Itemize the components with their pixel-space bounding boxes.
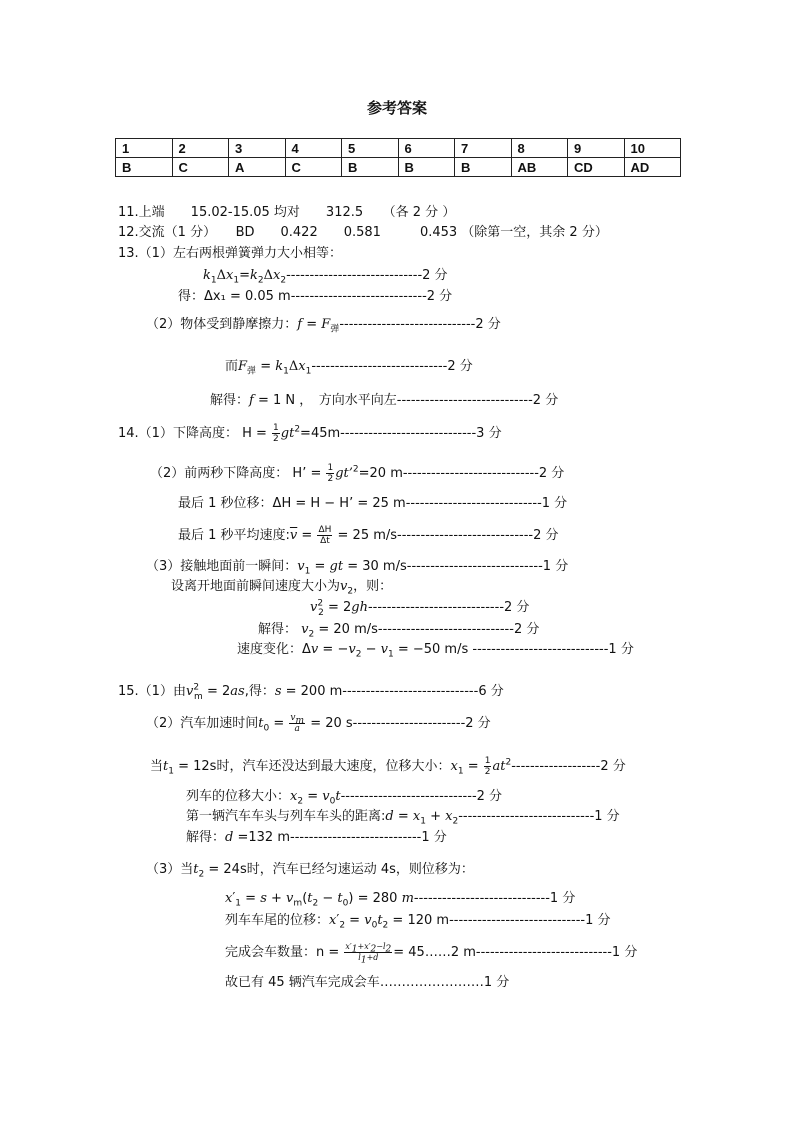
- q15-part2-t1: 当$t_1 = 12s$时，汽车还没达到最大速度，位移大小：$x_1$ = $\frac{1}{2}$ $at^2-------------------2$ 分: [150, 756, 626, 777]
- q14-part2: （2）前两秒下降高度： H’ = $\frac{1}{2}$ gt’$^2$=20 m-----------------------------2 分: [150, 463, 565, 484]
- q13-eq1: $k_1\Delta x_1=k_2\Delta x_2-----------------------------2$ 分: [203, 268, 448, 286]
- q14-part1: 14.（1）下降高度： H = $\frac{1}{2}$ $gt^2=45m-----------------------------3$ 分: [118, 423, 502, 444]
- table-cell-answer: B: [398, 158, 455, 177]
- q15-part3: （3）当$t_2 = 24s$时，汽车已经匀速运动 4s，则位移为：: [146, 862, 474, 880]
- q12-line: 12.交流（1 分） BD 0.422 0.581 0.453 （除第一空，其余 2 分）: [118, 225, 608, 240]
- answer-table: [115, 138, 681, 177]
- table-cell-number: 3: [229, 139, 286, 158]
- q13-eq4: 解得：f = 1 N ， 方向水平向左-----------------------------2 分: [210, 393, 559, 408]
- table-row-numbers: [116, 139, 681, 158]
- table-cell-number: 6: [398, 139, 455, 158]
- q15-distance: 第一辆汽车车头与列车车头的距离:d = $x_1 + x_2-----------------------------1$ 分: [186, 809, 620, 827]
- q14-part3-setup: 设离开地面前瞬间速度大小为$v_2$，则：: [171, 579, 393, 597]
- table-cell-number: 4: [285, 139, 342, 158]
- q15-part3-eq1: $x'_1 = s + v_m(t_2 - t_0) = 280$ m-----------------------------1 分: [225, 891, 576, 909]
- q13-eq2: 得：Δx₁ = 0.05 m-----------------------------2 分: [178, 289, 453, 304]
- q15-part3-eq3: 完成会车数量：n = $\frac{x'_1+x'_2-l_2}{l_1+d}$ = 45……2 m-----------------------------1 分: [225, 942, 638, 966]
- q15-distance-solve: 解得：d =132 m----------------------------1 分: [186, 830, 447, 845]
- table-cell-number: 2: [172, 139, 229, 158]
- table-cell-number: 10: [624, 139, 681, 158]
- table-cell-number: 5: [342, 139, 399, 158]
- table-cell-number: 8: [511, 139, 568, 158]
- table-cell-answer: C: [285, 158, 342, 177]
- q14-last-displacement: 最后 1 秒位移：ΔH = H − H’ = 25 m-----------------------------1 分: [178, 496, 568, 511]
- q13-part2: （2）物体受到静摩擦力：$f = F_弹-----------------------------2$ 分: [146, 317, 501, 335]
- q13-part1: 13.（1）左右两根弹簧弹力大小相等：: [118, 246, 342, 261]
- table-cell-number: 9: [568, 139, 625, 158]
- q15-part3-eq2: 列车车尾的位移：$x'_2 = v_0t_2 = 120$ m-----------------------------1 分: [225, 913, 611, 931]
- table-cell-answer: B: [342, 158, 399, 177]
- table-cell-answer: AB: [511, 158, 568, 177]
- page-title: 参考答案: [366, 99, 427, 117]
- q13-eq3: 而$F_弹 = k_1\Delta x_1-----------------------------2$ 分: [225, 359, 473, 377]
- q14-part3-change: 速度变化：$\Delta v = -v_2 - v_1 = -50$ m/s -----------------------------1 分: [237, 642, 634, 660]
- q14-part3: （3）接触地面前一瞬间：$v_1$ = gt = 30 m/s-----------------------------1 分: [146, 559, 569, 577]
- q15-train-displacement: 列车的位移大小：$x_2 = v_0t-----------------------------2$ 分: [186, 789, 503, 807]
- table-row-answers: [116, 158, 681, 177]
- q15-part2: （2）汽车加速时间$t_0$ = $\frac{v_m}{a}$ = 20 s------------------------2 分: [146, 713, 491, 734]
- q11-line: 11.上端 15.02-15.05 均对 312.5 （各 2 分 ）: [118, 205, 456, 220]
- table-cell-answer: AD: [624, 158, 681, 177]
- table-cell-answer: C: [172, 158, 229, 177]
- table-cell-number: 7: [455, 139, 512, 158]
- q14-part3-eq: $v^2_2 = 2gh-----------------------------2$ 分: [310, 598, 530, 618]
- table-cell-answer: B: [116, 158, 173, 177]
- q15-conclusion: 故已有 45 辆汽车完成会车……………………1 分: [225, 975, 510, 990]
- q15-part1: 15.（1）由$v^2_m = 2as$,得：s = 200 m-----------------------------6 分: [118, 682, 504, 702]
- q14-part3-solve: 解得： $v_2 = 20$ m/s-----------------------------2 分: [258, 622, 540, 640]
- table-cell-answer: B: [455, 158, 512, 177]
- table-cell-answer: A: [229, 158, 286, 177]
- table-cell-number: 1: [116, 139, 173, 158]
- table-cell-answer: CD: [568, 158, 625, 177]
- q14-avg-velocity: 最后 1 秒平均速度$:\overline{v}$ = $\frac{\Delta H}{\Delta t}$ = 25 m/s-----------------------------2 分: [178, 525, 559, 546]
